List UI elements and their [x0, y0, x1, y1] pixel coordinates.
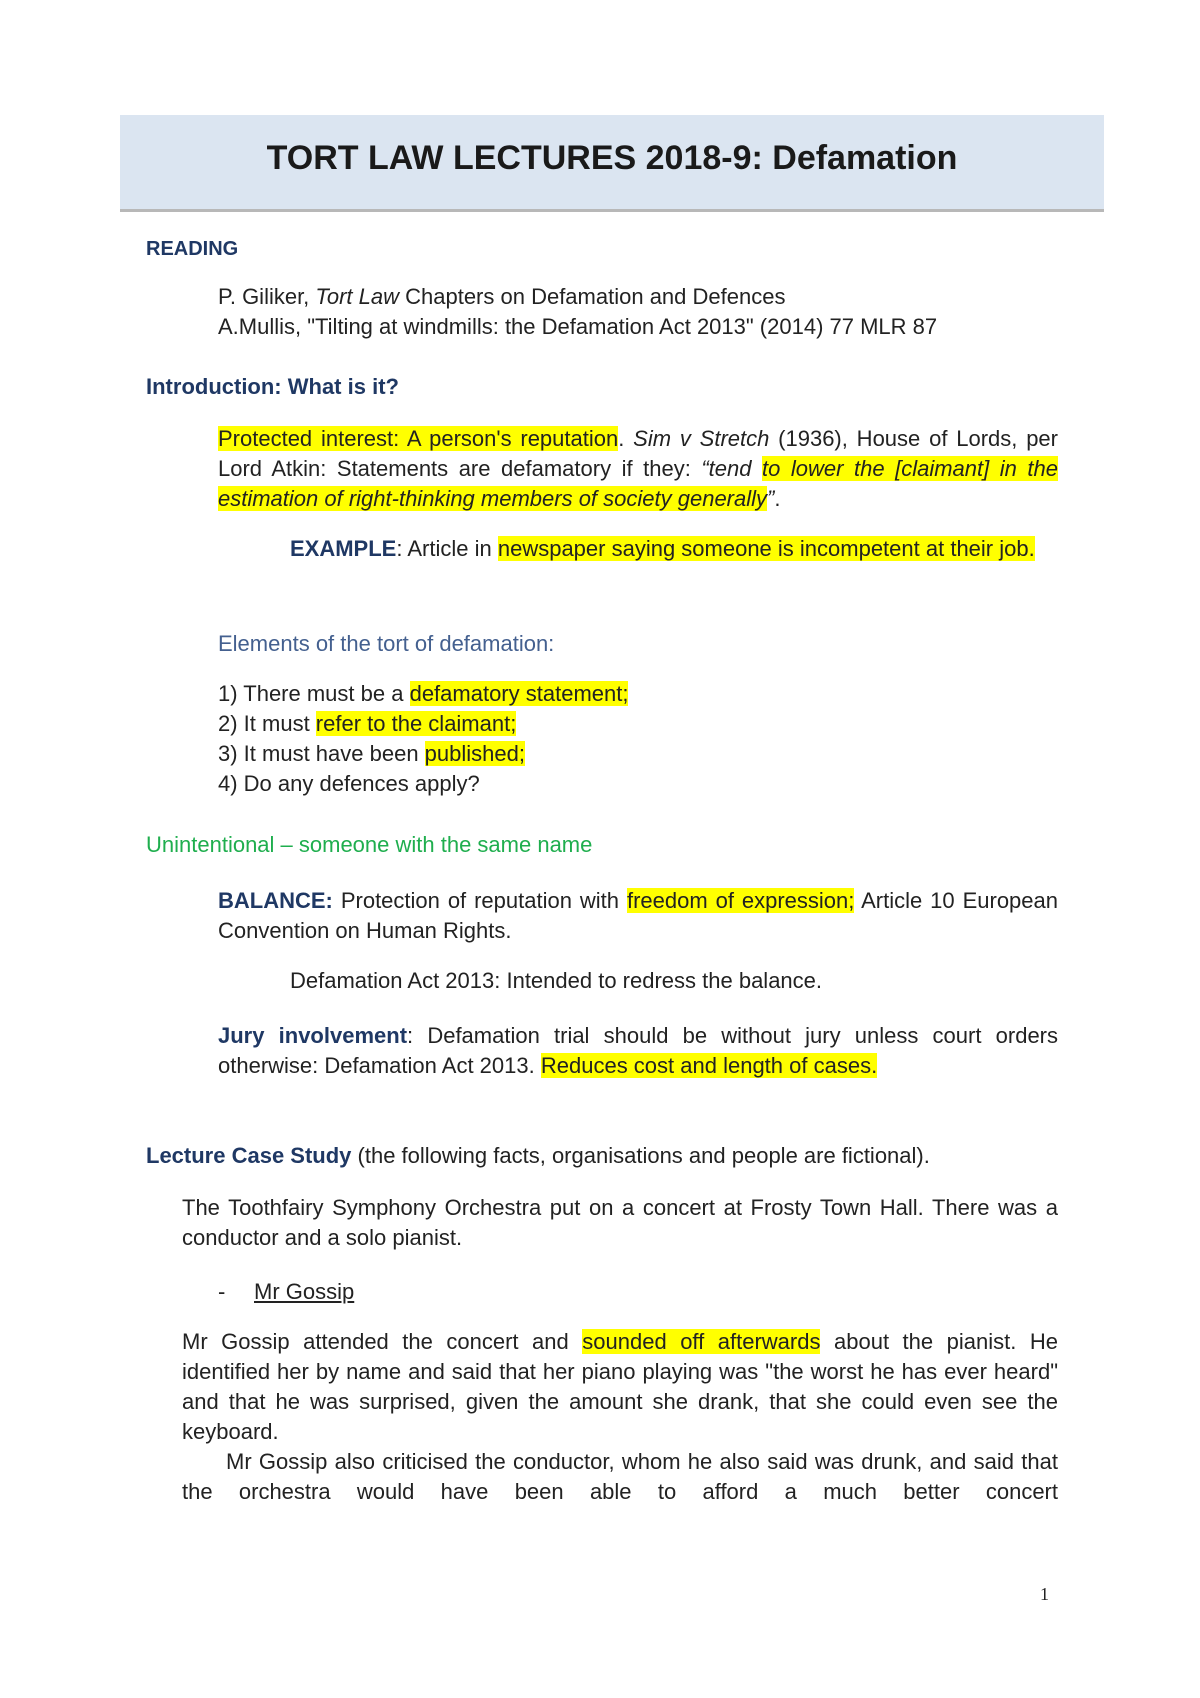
mr-gossip-subheading: Mr Gossip	[254, 1279, 355, 1304]
balance-paragraph: BALANCE: Protection of reputation with freedom of expression; Article 10 European Convention on Human Rights.	[218, 888, 1058, 943]
case-study-intro: The Toothfairy Symphony Orchestra put on a concert at Frosty Town Hall. There was a conductor and a solo pianist.	[182, 1195, 1058, 1250]
list-item: 3) It must have been published;	[218, 741, 525, 766]
page-title: TORT LAW LECTURES 2018-9: Defamation	[266, 139, 958, 177]
example-paragraph: EXAMPLE: Article in newspaper saying someone is incompetent at their job.	[290, 536, 1035, 561]
reading-item-1: P. Giliker, Tort Law Chapters on Defamation and Defences	[218, 284, 786, 309]
reading-heading: READING	[146, 238, 239, 260]
case-study-heading: Lecture Case Study (the following facts, organisations and people are fictional).	[146, 1143, 930, 1168]
gossip-paragraph-1: Mr Gossip attended the concert and sounded off afterwards about the pianist. He identified her by name and said that her piano playing was "the worst he has ever heard" and that he was surprised, given the amount she drank, that she could even see the keyboard.	[182, 1329, 1058, 1444]
unintentional-heading: Unintentional – someone with the same name	[146, 832, 593, 857]
jury-paragraph: Jury involvement: Defamation trial should be without jury unless court orders otherwise: Defamation Act 2013. Reduces cost and length of cases.	[218, 1023, 1058, 1078]
intro-heading: Introduction: What is it?	[146, 374, 399, 399]
page-number: 1	[1040, 1584, 1049, 1604]
title-banner	[120, 115, 1104, 212]
gossip-paragraph-2: Mr Gossip also criticised the conductor, whom he also said was drunk, and said that the orchestra would have been able to afford a much better concert	[182, 1449, 1058, 1504]
bullet-dash: -	[218, 1279, 226, 1304]
list-item: 4) Do any defences apply?	[218, 771, 480, 796]
intro-paragraph: Protected interest: A person's reputation. Sim v Stretch (1936), House of Lords, per Lord Atkin: Statements are defamatory if they: “tend to lower the [claimant] in the estimation of right-thinking members of society generally”.	[218, 426, 1058, 511]
reading-item-2: A.Mullis, "Tilting at windmills: the Defamation Act 2013" (2014) 77 MLR 87	[218, 314, 938, 339]
list-item: 2) It must refer to the claimant;	[218, 711, 517, 736]
elements-heading: Elements of the tort of defamation:	[218, 631, 555, 656]
list-item: 1) There must be a defamatory statement;	[218, 681, 629, 706]
act-note: Defamation Act 2013: Intended to redress the balance.	[290, 968, 823, 993]
